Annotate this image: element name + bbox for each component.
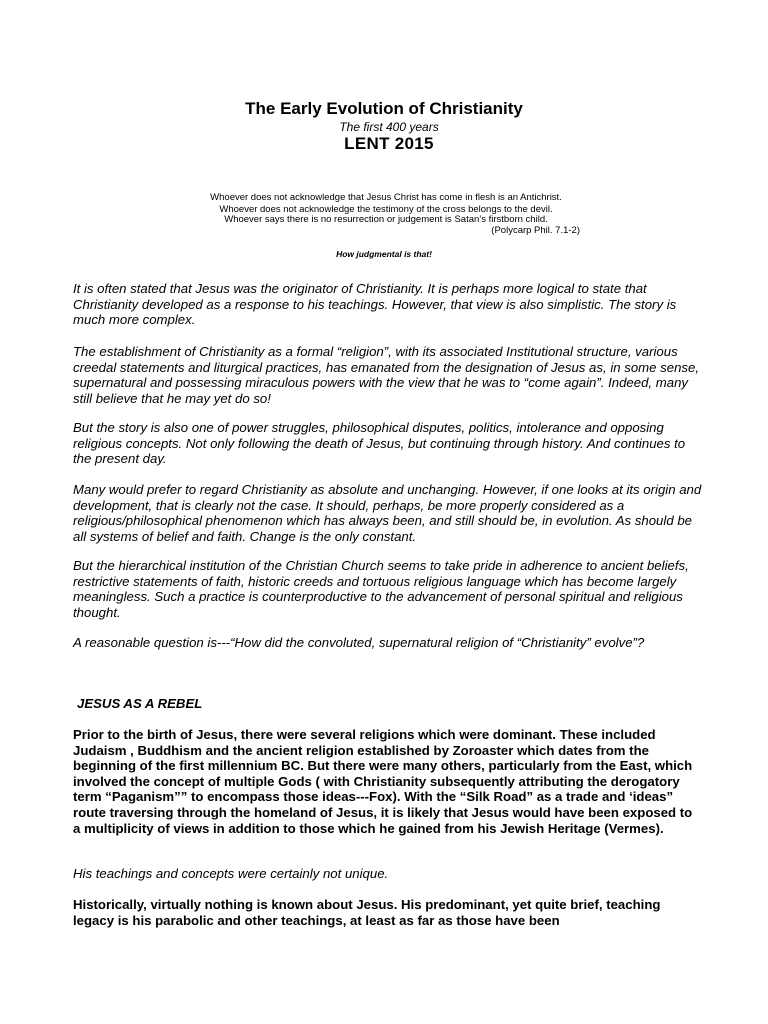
section-paragraph-3: Historically, virtually nothing is known about Jesus. His predominant, yet quite brief, teaching legacy is his parabolic and other teachings, at least as far as those have been xyxy=(73,897,661,928)
section-paragraph-1: Prior to the birth of Jesus, there were several religions which were dominant. These included Judaism , Buddhism and the ancient religion established by Zoroaster which dates from the beginning of the first millennium BC. But there were many others, particularly from the East, which involved the concept of multiple Gods ( with Christianity subsequently attributing the derogatory term “Paganism”” to encompass those ideas---Fox). With the “Silk Road” as a trade and ‘ideas” route traversing through the homeland of Jesus, it is likely that Jesus would have been exposed to a multiplicity of views in addition to those which he gained from his Jewish Heritage (Vermes). xyxy=(73,727,693,836)
lent-heading: LENT 2015 xyxy=(344,134,434,153)
intro-paragraph-5: But the hierarchical institution of the Christian Church seems to take pride in adherence to ancient beliefs, restrictive statements of faith, historic creeds and tortuous religious language which has become largely meaningless. Such a practice is counterproductive to the advancement of personal spiritual and religious thought. xyxy=(73,558,689,620)
section-paragraph-2: His teachings and concepts were certainly not unique. xyxy=(73,866,389,881)
intro-paragraph-1: It is often stated that Jesus was the originator of Christianity. It is perhaps more logical to state that Christianity developed as a response to his teachings. However, that view is also simplistic. The story is much more complex. xyxy=(73,281,677,328)
intro-paragraph-6: A reasonable question is---“How did the convoluted, supernatural religion of “Christianity” evolve”? xyxy=(73,635,645,650)
quote-line-2: Whoever does not acknowledge the testimony of the cross belongs to the devil. xyxy=(219,203,553,215)
intro-paragraph-4: Many would prefer to regard Christianity as absolute and unchanging. However, if one looks at its origin and development, that is clearly not the case. It should, perhaps, be more properly considered as a religious/philosophical phenomenon which has always been, and still should be, in evolution. As should be all systems of belief and faith. Change is the only constant. xyxy=(73,482,702,544)
quote-line-1: Whoever does not acknowledge that Jesus Christ has come in flesh is an Antichrist. xyxy=(210,192,562,203)
quote-line-3: Whoever says there is no resurrection or judgement is Satan’s firstborn child. xyxy=(224,214,548,225)
judgmental-remark: How judgmental is that! xyxy=(336,249,432,259)
quote-citation: (Polycarp Phil. 7.1-2) xyxy=(491,225,580,236)
intro-paragraph-2: The establishment of Christianity as a formal “religion”, with its associated Institutional structure, various creedal statements and liturgical practices, has emanated from the designation of Jesus as, in some sense, supernatural and possessing miraculous powers with the view that he was to “come again”. Indeed, many still believe that he may yet do so! xyxy=(73,344,700,406)
section-heading: JESUS AS A REBEL xyxy=(77,696,203,711)
document-title: The Early Evolution of Christianity xyxy=(245,99,523,118)
intro-paragraph-3: But the story is also one of power struggles, philosophical disputes, politics, intolerance and opposing religious concepts. Not only following the death of Jesus, but continuing through history. And continues to the present day. xyxy=(73,420,686,467)
document-subtitle: The first 400 years xyxy=(339,120,439,134)
